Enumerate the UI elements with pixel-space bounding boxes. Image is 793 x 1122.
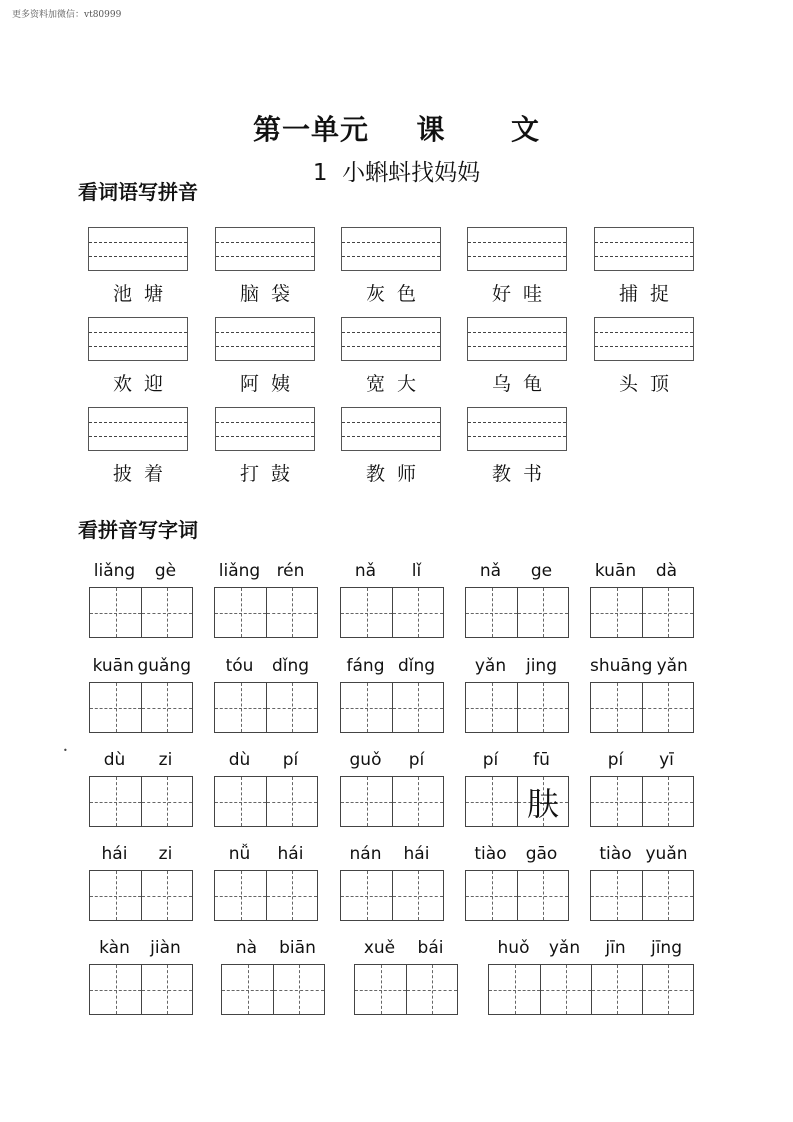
character-grid: [340, 870, 444, 921]
character-cell[interactable]: [642, 588, 693, 637]
pinyin-syllable: pí: [482, 750, 499, 770]
written-character: [215, 588, 266, 637]
guide-line: [595, 332, 693, 333]
character-cell[interactable]: [591, 965, 642, 1014]
character-grid: [340, 587, 444, 638]
character-cell[interactable]: [517, 871, 568, 920]
guide-line: [595, 256, 693, 257]
pinyin-answer-box[interactable]: [594, 317, 694, 361]
character-cell[interactable]: [222, 965, 273, 1014]
pinyin-prompt: [89, 844, 191, 868]
pinyin-prompt: [340, 656, 442, 680]
written-character: [90, 683, 141, 732]
pinyin-syllable: nà: [235, 938, 258, 958]
pinyin-syllable: yī: [659, 750, 674, 770]
character-cell[interactable]: [591, 588, 642, 637]
written-character: [591, 588, 642, 637]
pinyin-answer-box[interactable]: [215, 407, 315, 451]
written-character: [341, 777, 392, 826]
pinyin-syllable: hái: [101, 844, 128, 864]
character-grid: [590, 870, 694, 921]
pinyin-prompt: [214, 844, 316, 868]
character-grid: [89, 776, 193, 827]
guide-line: [89, 256, 187, 257]
character-grid: [214, 776, 318, 827]
written-character: [267, 777, 317, 826]
character-grid: [89, 964, 193, 1015]
character-cell[interactable]: [341, 588, 392, 637]
pinyin-answer-box[interactable]: [594, 227, 694, 271]
written-character: [267, 871, 317, 920]
written-character: [591, 683, 642, 732]
written-character: [466, 588, 517, 637]
character-cell[interactable]: [466, 683, 517, 732]
pinyin-syllable: lǐ: [411, 561, 422, 581]
pinyin-syllable: dà: [655, 561, 678, 581]
character-cell[interactable]: [273, 965, 324, 1014]
watermark-text: 更多资料加微信：vt80999: [12, 10, 122, 20]
character-cell[interactable]: [540, 965, 591, 1014]
character-grid: [214, 682, 318, 733]
pinyin-prompt: [465, 656, 567, 680]
pinyin-syllable: fáng: [346, 656, 385, 676]
written-character: [215, 871, 266, 920]
character-grid: [465, 587, 569, 638]
pinyin-answer-box[interactable]: [88, 227, 188, 271]
character-grid: [465, 776, 569, 827]
pinyin-prompt: [488, 938, 692, 962]
word-label: 欢迎: [112, 373, 175, 395]
written-character: [643, 588, 693, 637]
pinyin-syllable: yǎn: [474, 656, 507, 676]
written-character: [466, 683, 517, 732]
word-label: 捕捉: [618, 283, 681, 305]
pinyin-answer-box[interactable]: [341, 407, 441, 451]
written-character: [142, 965, 192, 1014]
character-cell[interactable]: [141, 683, 192, 732]
character-cell[interactable]: [466, 871, 517, 920]
character-cell[interactable]: [642, 683, 693, 732]
written-character: [222, 965, 273, 1014]
guide-line: [89, 346, 187, 347]
written-character: [142, 683, 192, 732]
unit-title-part: 第一单元: [252, 113, 369, 146]
word-label: 好哇: [491, 283, 554, 305]
pinyin-prompt: [465, 844, 567, 868]
pinyin-prompt: [590, 656, 692, 680]
character-cell[interactable]: [215, 871, 266, 920]
character-grid: [590, 682, 694, 733]
written-character: [518, 683, 568, 732]
word-label: 灰色: [365, 283, 428, 305]
pinyin-syllable: gè: [154, 561, 177, 581]
pinyin-syllable: dù: [228, 750, 251, 770]
pinyin-prompt: [89, 750, 191, 774]
written-character: [267, 683, 317, 732]
character-cell[interactable]: [141, 588, 192, 637]
pinyin-answer-box[interactable]: [341, 317, 441, 361]
written-character: [90, 871, 141, 920]
pinyin-answer-box[interactable]: [467, 227, 567, 271]
pinyin-syllable: nǎ: [354, 561, 377, 581]
pinyin-syllable: tiào: [474, 844, 507, 864]
pinyin-syllable: nǚ: [228, 844, 251, 864]
character-cell[interactable]: [90, 965, 141, 1014]
character-grid: [465, 682, 569, 733]
pinyin-syllable: dù: [103, 750, 126, 770]
guide-line: [216, 332, 314, 333]
pinyin-syllable: tiào: [599, 844, 632, 864]
word-label: 阿姨: [239, 373, 302, 395]
pinyin-prompt: [89, 656, 191, 680]
guide-line: [468, 422, 566, 423]
character-cell[interactable]: [466, 777, 517, 826]
character-cell[interactable]: [141, 777, 192, 826]
written-character: [215, 683, 266, 732]
pinyin-syllable: pí: [282, 750, 299, 770]
character-cell[interactable]: [642, 965, 693, 1014]
character-cell[interactable]: [90, 871, 141, 920]
character-cell[interactable]: [392, 871, 443, 920]
pinyin-syllable: tóu: [225, 656, 254, 676]
character-cell[interactable]: [392, 588, 443, 637]
guide-line: [342, 256, 440, 257]
written-character: [591, 777, 642, 826]
character-grid: [214, 587, 318, 638]
written-character: 肤: [526, 784, 559, 823]
written-character: [142, 777, 192, 826]
section-title-write-pinyin: 看词语写拼音: [78, 180, 198, 204]
pinyin-prompt: [214, 656, 316, 680]
pinyin-prompt: [590, 561, 692, 585]
pinyin-syllable: nǎ: [479, 561, 502, 581]
unit-title-part: 课: [416, 113, 446, 146]
character-cell[interactable]: [141, 871, 192, 920]
pinyin-syllable: jīng: [650, 938, 682, 958]
character-grid: [221, 964, 325, 1015]
word-label: 打鼓: [239, 463, 302, 485]
written-character: [90, 965, 141, 1014]
pinyin-prompt: [590, 844, 692, 868]
pinyin-syllable: kàn: [99, 938, 130, 958]
pinyin-prompt: [590, 750, 692, 774]
written-character: [90, 777, 141, 826]
character-cell[interactable]: [517, 588, 568, 637]
character-grid: [465, 870, 569, 921]
pinyin-answer-box[interactable]: [341, 227, 441, 271]
guide-line: [468, 242, 566, 243]
character-cell[interactable]: [392, 777, 443, 826]
character-cell[interactable]: [341, 683, 392, 732]
word-label: 池塘: [112, 283, 175, 305]
character-cell[interactable]: [90, 588, 141, 637]
written-character: [393, 777, 443, 826]
guide-line: [595, 346, 693, 347]
written-character: [393, 588, 443, 637]
pinyin-syllable: zi: [158, 750, 173, 770]
written-character: [466, 777, 517, 826]
stray-mark: •: [63, 746, 68, 755]
guide-line: [89, 242, 187, 243]
pinyin-syllable: liǎng: [93, 561, 136, 581]
character-cell[interactable]: [266, 871, 317, 920]
written-character: [518, 588, 568, 637]
written-character: [407, 965, 457, 1014]
pinyin-prompt: [221, 938, 323, 962]
pinyin-syllable: yǎn: [548, 938, 581, 958]
pinyin-syllable: bái: [417, 938, 444, 958]
written-character: [518, 871, 568, 920]
character-cell[interactable]: [642, 871, 693, 920]
written-character: [215, 777, 266, 826]
pinyin-syllable: fū: [533, 750, 550, 770]
pinyin-answer-box[interactable]: [215, 227, 315, 271]
character-grid: [214, 870, 318, 921]
written-character: [274, 965, 324, 1014]
written-character: [541, 965, 591, 1014]
pinyin-syllable: jīn: [605, 938, 626, 958]
written-character: [393, 871, 443, 920]
pinyin-prompt: [89, 938, 191, 962]
section-title-write-characters: 看拼音写字词: [78, 518, 198, 542]
character-cell[interactable]: [517, 777, 568, 826]
character-cell[interactable]: [215, 777, 266, 826]
pinyin-syllable: xuě: [363, 938, 396, 958]
pinyin-prompt: [214, 750, 316, 774]
character-grid: [340, 682, 444, 733]
character-cell[interactable]: [642, 777, 693, 826]
pinyin-syllable: hái: [277, 844, 304, 864]
written-character: [643, 683, 693, 732]
pinyin-syllable: liǎng: [218, 561, 261, 581]
written-character: [142, 871, 192, 920]
pinyin-prompt: [340, 844, 442, 868]
pinyin-syllable: jiàn: [150, 938, 181, 958]
character-grid: [354, 964, 458, 1015]
pinyin-syllable: zi: [158, 844, 173, 864]
written-character: [90, 588, 141, 637]
pinyin-answer-box[interactable]: [467, 407, 567, 451]
guide-line: [216, 242, 314, 243]
written-character: [466, 871, 517, 920]
guide-line: [89, 436, 187, 437]
character-cell[interactable]: [215, 683, 266, 732]
pinyin-syllable: biān: [279, 938, 316, 958]
guide-line: [468, 256, 566, 257]
guide-line: [216, 422, 314, 423]
pinyin-syllable: jing: [525, 656, 557, 676]
pinyin-syllable: guǒ: [349, 750, 382, 770]
guide-line: [216, 256, 314, 257]
pinyin-syllable: shuāng: [590, 656, 653, 676]
pinyin-syllable: hái: [403, 844, 430, 864]
character-cell[interactable]: [90, 683, 141, 732]
pinyin-syllable: guǎng: [137, 656, 191, 676]
word-label: 头顶: [618, 373, 681, 395]
written-character: [592, 965, 642, 1014]
guide-line: [89, 422, 187, 423]
pinyin-syllable: dǐng: [271, 656, 310, 676]
pinyin-prompt: [214, 561, 316, 585]
character-cell[interactable]: [141, 965, 192, 1014]
word-label: 乌龟: [491, 373, 554, 395]
guide-line: [342, 332, 440, 333]
character-cell[interactable]: [406, 965, 457, 1014]
guide-line: [468, 346, 566, 347]
pinyin-prompt: [465, 561, 567, 585]
word-label: 脑袋: [239, 283, 302, 305]
guide-line: [89, 332, 187, 333]
word-label: 披着: [112, 463, 175, 485]
character-cell[interactable]: [591, 683, 642, 732]
written-character: [643, 871, 693, 920]
character-grid: [488, 964, 694, 1015]
pinyin-syllable: ge: [530, 561, 553, 581]
character-cell[interactable]: [266, 777, 317, 826]
pinyin-syllable: huǒ: [497, 938, 530, 958]
pinyin-syllable: yuǎn: [645, 844, 688, 864]
pinyin-syllable: nán: [349, 844, 382, 864]
character-grid: [590, 587, 694, 638]
character-cell[interactable]: [392, 683, 443, 732]
guide-line: [216, 346, 314, 347]
character-cell[interactable]: [489, 965, 540, 1014]
character-cell[interactable]: [466, 588, 517, 637]
written-character: [643, 965, 693, 1014]
pinyin-syllable: kuān: [594, 561, 637, 581]
character-cell[interactable]: [266, 588, 317, 637]
guide-line: [342, 346, 440, 347]
character-grid: [590, 776, 694, 827]
pinyin-syllable: dǐng: [397, 656, 436, 676]
pinyin-syllable: gāo: [525, 844, 558, 864]
guide-line: [595, 242, 693, 243]
unit-title: [0, 108, 793, 148]
character-grid: [89, 870, 193, 921]
character-cell[interactable]: [266, 683, 317, 732]
pinyin-prompt: [89, 561, 191, 585]
written-character: [643, 777, 693, 826]
character-cell[interactable]: [90, 777, 141, 826]
word-label: 教书: [491, 463, 554, 485]
written-character: [341, 683, 392, 732]
pinyin-answer-box[interactable]: [88, 407, 188, 451]
word-label: 宽大: [365, 373, 428, 395]
guide-line: [216, 436, 314, 437]
character-cell[interactable]: [591, 777, 642, 826]
guide-line: [342, 436, 440, 437]
character-grid: [89, 682, 193, 733]
written-character: [341, 871, 392, 920]
pinyin-prompt: [340, 561, 442, 585]
character-grid: [340, 776, 444, 827]
written-character: [489, 965, 540, 1014]
word-label: 教师: [365, 463, 428, 485]
pinyin-answer-box[interactable]: [467, 317, 567, 361]
written-character: [355, 965, 406, 1014]
guide-line: [342, 422, 440, 423]
character-cell[interactable]: [517, 683, 568, 732]
pinyin-syllable: pí: [408, 750, 425, 770]
pinyin-prompt: [340, 750, 442, 774]
pinyin-answer-box[interactable]: [88, 317, 188, 361]
character-grid: [89, 587, 193, 638]
pinyin-syllable: kuān: [92, 656, 134, 676]
pinyin-prompt: [354, 938, 456, 962]
unit-title-part: 文: [511, 113, 541, 146]
character-cell[interactable]: [341, 777, 392, 826]
pinyin-prompt: [465, 750, 567, 774]
character-cell[interactable]: [591, 871, 642, 920]
guide-line: [342, 242, 440, 243]
guide-line: [468, 332, 566, 333]
written-character: [393, 683, 443, 732]
written-character: [341, 588, 392, 637]
guide-line: [468, 436, 566, 437]
written-character: [591, 871, 642, 920]
pinyin-syllable: yǎn: [656, 656, 688, 676]
written-character: [142, 588, 192, 637]
pinyin-syllable: rén: [276, 561, 305, 581]
lesson-title: 1 小蝌蚪找妈妈: [312, 160, 481, 186]
pinyin-answer-box[interactable]: [215, 317, 315, 361]
character-cell[interactable]: [355, 965, 406, 1014]
character-cell[interactable]: [341, 871, 392, 920]
pinyin-syllable: pí: [607, 750, 624, 770]
written-character: [267, 588, 317, 637]
character-cell[interactable]: [215, 588, 266, 637]
